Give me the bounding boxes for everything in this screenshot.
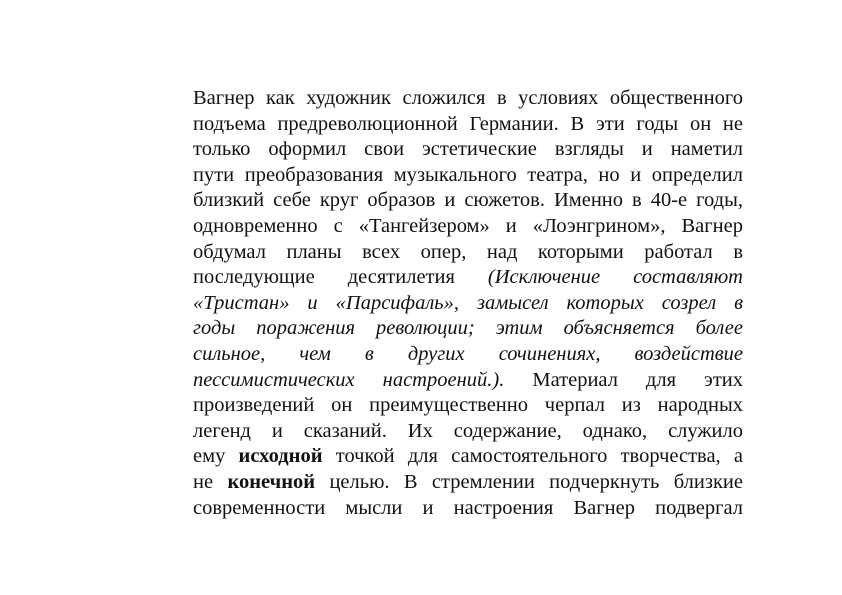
italic-text: годы поражения революции; этим объясняется более	[193, 317, 743, 340]
text-run: Материал для этих	[504, 368, 744, 391]
text-line	[193, 265, 743, 291]
text-run: обдумал планы всех опер, над которыми работал в	[193, 240, 743, 263]
text-run: только оформил свои эстетические взгляды и наметил	[193, 138, 743, 161]
text-run: современности мысли и настроения Вагнер подвергал	[193, 496, 743, 519]
text-line	[193, 368, 743, 394]
text-line	[193, 316, 743, 342]
text-run: не	[193, 470, 228, 493]
italic-text: пессимистических настроений.).	[193, 368, 505, 391]
text-line	[193, 419, 743, 445]
text-run: одновременно с «Тангейзером» и «Лоэнгрином», Вагнер	[193, 214, 743, 237]
text-line	[193, 112, 743, 138]
text-line	[193, 188, 743, 214]
italic-text: (Исключение составляют	[487, 266, 743, 289]
text-line	[193, 444, 743, 470]
text-run: целью. В стремлении подчеркнуть близкие	[315, 470, 743, 493]
text-run: близкий себе круг образов и сюжетов. Именно в 40-е годы,	[193, 189, 743, 212]
bold-text: исходной	[238, 445, 323, 468]
text-run: точкой для самостоятельного творчества, а	[322, 445, 743, 468]
text-line	[193, 342, 743, 368]
text-run: подъема предреволюционной Германии. В эти годы он не	[193, 112, 743, 135]
text-run: последующие десятилетия	[193, 266, 488, 289]
text-run: легенд и сказаний. Их содержание, однако, служило	[193, 419, 743, 442]
text-line	[193, 137, 743, 163]
bold-text: конечной	[227, 470, 316, 493]
text-line	[193, 240, 743, 266]
text-line	[193, 291, 743, 317]
text-line	[193, 393, 743, 419]
text-run: Вагнер как художник сложился в условиях общественного	[193, 87, 743, 109]
text-line	[193, 214, 743, 240]
italic-text: сильное, чем в других сочинениях, воздействие	[193, 342, 743, 365]
text-run: произведений он преимущественно черпал из народных	[193, 394, 743, 417]
text-run: ему	[193, 445, 239, 468]
text-line	[193, 163, 743, 189]
text-run: пути преобразования музыкального театра, но и определил	[193, 163, 743, 186]
text-line	[193, 86, 743, 112]
text-line	[193, 496, 743, 522]
italic-text: «Тристан» и «Парсифаль», замысел которых созрел в	[193, 291, 743, 314]
text-line	[193, 470, 743, 496]
body-text	[193, 86, 743, 521]
